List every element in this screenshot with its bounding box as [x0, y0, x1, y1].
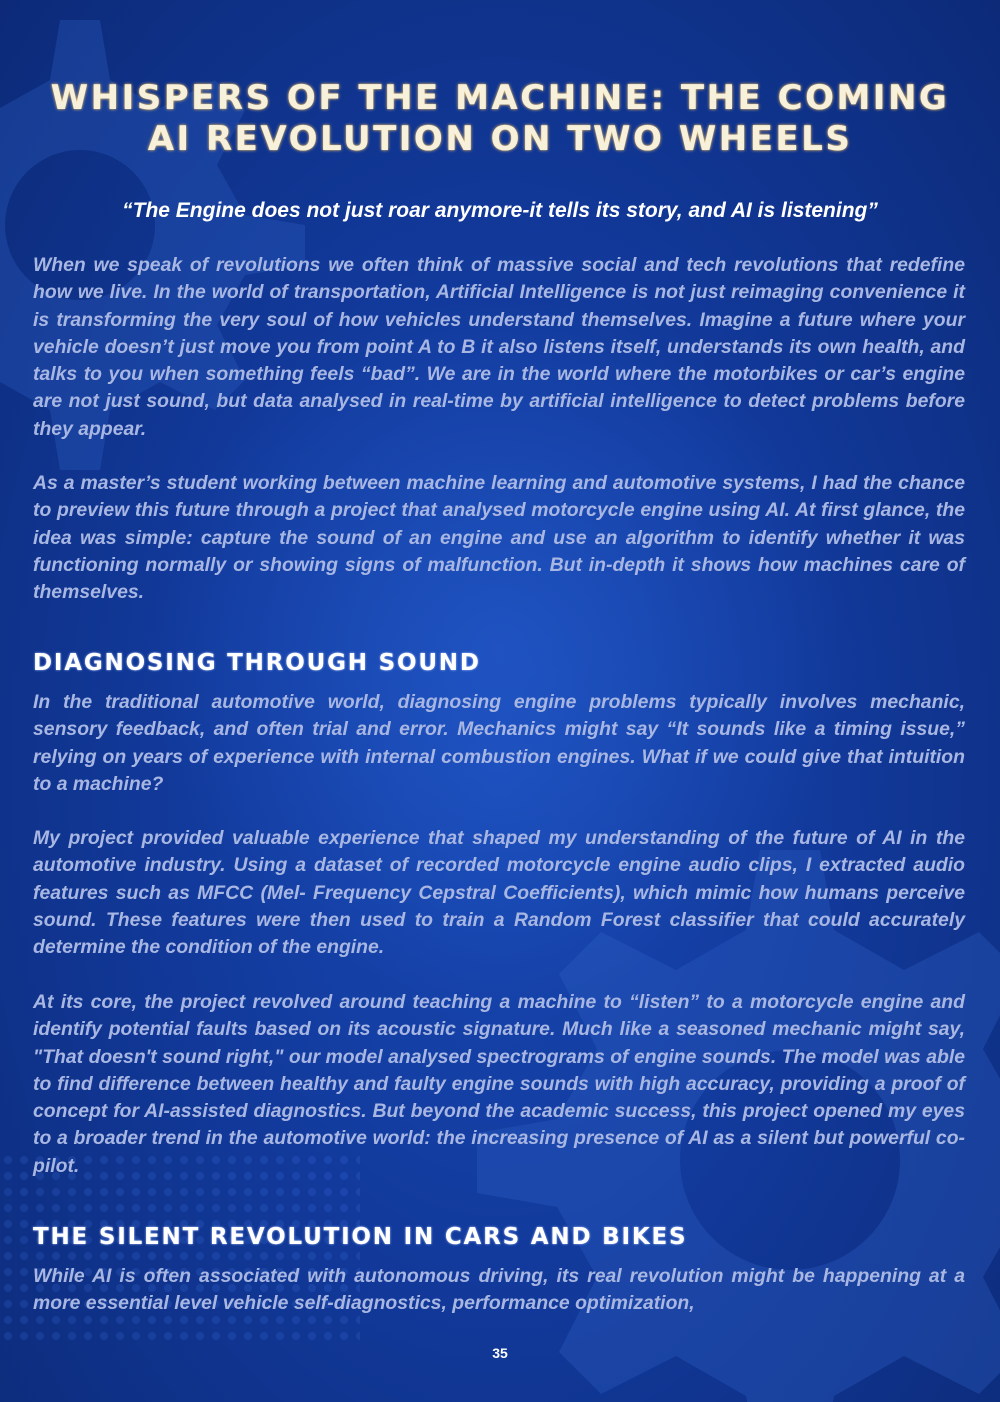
intro-paragraph: As a master’s student working between machine learning and automotive systems, I had the chance to preview this future through a project that analysed motorcycle engine using AI. At first glance, the idea was simple: capture the sound of an engine and use an algorithm to identify whether it was functioning normally or showing signs of malfunction. But in-depth it shows how machines care of themselves.: [33, 472, 965, 604]
section1-paragraph: In the traditional automotive world, diagnosing engine problems typically involves mechanic, sensory feedback, and often trial and error. Mechanics might say “It sounds like a timing issue,” relying on years of experience with internal combustion engines. What if we could give that intuition to a machine?: [33, 691, 965, 795]
section1-paragraph: At its core, the project revolved around teaching a machine to “listen” to a motorcycle engine and identify potential faults based on its acoustic signature. Much like a seasoned mechanic might say, "That doesn't sound right," our model analysed spectrograms of engine sounds. The model was able to find difference between healthy and faulty engine sounds with high accuracy, providing a proof of concept for AI-assisted diagnostics. But beyond the academic success, this project opened my eyes to a broader trend in the automotive world: the increasing presence of AI as a silent but powerful co-pilot.: [33, 991, 965, 1177]
section-heading-silent-revolution: THE SILENT REVOLUTION IN CARS AND BIKES: [33, 1224, 688, 1250]
article-title: WHISPERS OF THE MACHINE: THE COMING AI REVOLUTION ON TWO WHEELS: [50, 78, 950, 159]
pull-quote: “The Engine does not just roar anymore-it tells its story, and AI is listening”: [122, 199, 878, 222]
page-number: 35: [492, 1345, 508, 1361]
section-heading-diagnosing: DIAGNOSING THROUGH SOUND: [33, 650, 481, 676]
intro-paragraph: When we speak of revolutions we often think of massive social and tech revolutions that redefine how we live. In the world of transportation, Artificial Intelligence is not just reimaging convenience it is transforming the very soul of how vehicles understand themselves. Imagine a future where your vehicle doesn’t just move you from point A to B it also listens itself, understands its own health, and talks to you when something feels “bad”. We are in the world where the motorbikes or car’s engine are not just sound, but data analysed in real-time by artificial intelligence to detect problems before they appear.: [33, 254, 965, 440]
section2-paragraph: While AI is often associated with autonomous driving, its real revolution might be happening at a more essential level vehicle self-diagnostics, performance optimization,: [33, 1265, 965, 1315]
section1-paragraph: My project provided valuable experience that shaped my understanding of the future of AI in the automotive industry. Using a dataset of recorded motorcycle engine audio clips, I extracted audio features such as MFCC (Mel- Frequency Cepstral Coefficients), which mimic how humans perceive sound. These features were then used to train a Random Forest classifier that could accurately determine the condition of the engine.: [33, 827, 965, 959]
